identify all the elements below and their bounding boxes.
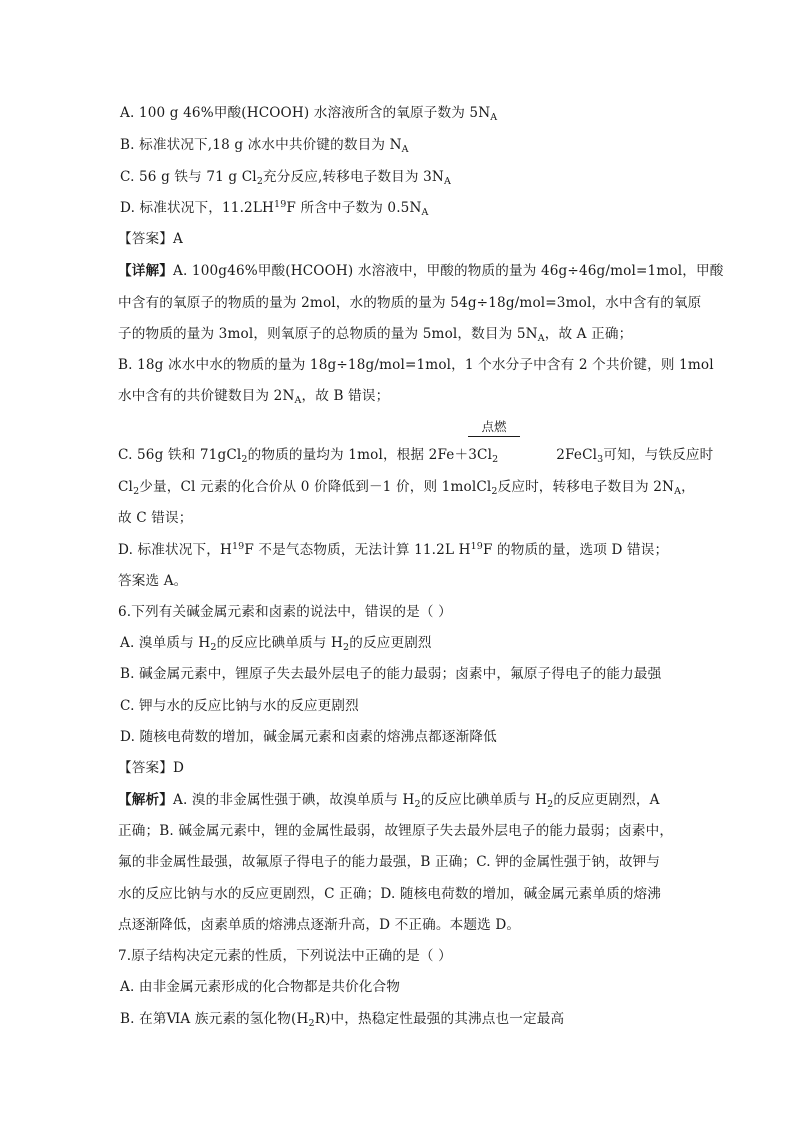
q5-detail-line-2: 中含有的氧原子的物质的量为 2mol，水的物质的量为 54g÷18g/mol=3mol，水中含有的氧原 [118,295,702,311]
q6-option-d: D. 随核电荷数的增加，碱金属元素和卤素的熔沸点都逐渐降低 [120,729,497,745]
q5-detail-line-8: 故 C 错误； [118,510,193,526]
q5-option-b: B. 标准状况下,18 g 冰水中共价键的数目为 $N_A$ [120,137,409,155]
q6-stem: 6.下列有关碱金属元素和卤素的说法中，错误的是（ ） [118,604,452,620]
q5-option-a: A. 100 g 46%甲酸(HCOOH) 水溶液所含的氧原子数为 $5N_A$ [120,105,498,123]
q5-detail-line-7: $Cl_2$少量，Cl 元素的化合价从 0 价降低到－1 价，则 1molCl$_2$反应时，转移电子数目为 $2N_A$， [118,479,695,497]
q7-stem: 7.原子结构决定元素的性质，下列说法中正确的是（ ） [118,948,452,964]
q5-option-d: D. 标准状况下，11.2LH$^{19}$F 所含中子数为 $0.5N_A$ [120,199,429,218]
q5-option-c: C. 56 g 铁与 71 g $Cl_2$充分反应,转移电子数目为 $3N_A$ [120,169,451,187]
q5-detail-line-5: 水中含有的共价键数目为 $2N_A$，故 B 错误； [118,388,390,406]
q5-detail-line-1: 【详解】A. 100g46%甲酸(HCOOH) 水溶液中，甲酸的物质的量为 46g÷46g/mol=1mol，甲酸 [118,263,724,279]
q5-detail-line-6: C. 56g 铁和 71gCl$_2$的物质的量均为 1mol，根据 $2Fe+3Cl_2$ 2FeCl$_3$可知，与铁反应时 [118,447,714,465]
q7-option-a: A. 由非金属元素形成的化合物都是共价化合物 [120,979,401,995]
q6-answer: 【答案】D [118,760,185,776]
q5-detail-line-3: 子的物质的量为 3mol，则氧原子的总物质的量为 5mol，数目为 $5N_A$，故 A 正确； [118,326,633,344]
q6-option-b: B. 碱金属元素中，锂原子失去最外层电子的能力最弱；卤素中，氟原子得电子的能力最强 [120,666,662,682]
q5-detail-line-4: B. 18g 冰水中水的物质的量为 18g÷18g/mol=1mol，1 个水分子中含有 2 个共价键，则 1mol [118,357,714,373]
q6-analysis-line-1: 【解析】A. 溴的非金属性强于碘，故溴单质与 $H_2$的反应比碘单质与 $H_2$的反应更剧烈，A [118,792,660,810]
reaction-condition-label: 点燃 [481,419,507,434]
q7-option-b: B. 在第ⅥA 族元素的氢化物$(H_2R)$中，热稳定性最强的其沸点也一定最高 [120,1011,565,1029]
reaction-arrow [468,436,520,437]
q5-final-answer: 答案选 A。 [118,573,188,589]
q6-analysis-line-5: 点逐渐降低，卤素单质的熔沸点逐渐升高，D 不正确。本题选 D。 [118,917,521,933]
q6-analysis-line-3: 氟的非金属性最强，故氟原子得电子的能力最强，B 正确；C. 钾的金属性强于钠，故钾与 [118,854,661,870]
q5-detail-line-9: D. 标准状况下，$H^{19}F$ 不是气态物质，无法计算 11.2L $H^{19}F$ 的物质的量，选项 D 错误； [118,541,669,558]
q6-option-c: C. 钾与水的反应比钠与水的反应更剧烈 [120,698,359,714]
q5-answer: 【答案】A [118,231,183,247]
q6-analysis-line-4: 水的反应比钠与水的反应更剧烈，C 正确；D. 随核电荷数的增加，碱金属元素单质的熔沸 [118,886,662,902]
q6-option-a: A. 溴单质与 $H_2$的反应比碘单质与 $H_2$的反应更剧烈 [120,635,432,653]
q6-analysis-line-2: 正确；B. 碱金属元素中，锂的金属性最弱，故锂原子失去最外层电子的能力最弱；卤素中， [118,823,674,839]
